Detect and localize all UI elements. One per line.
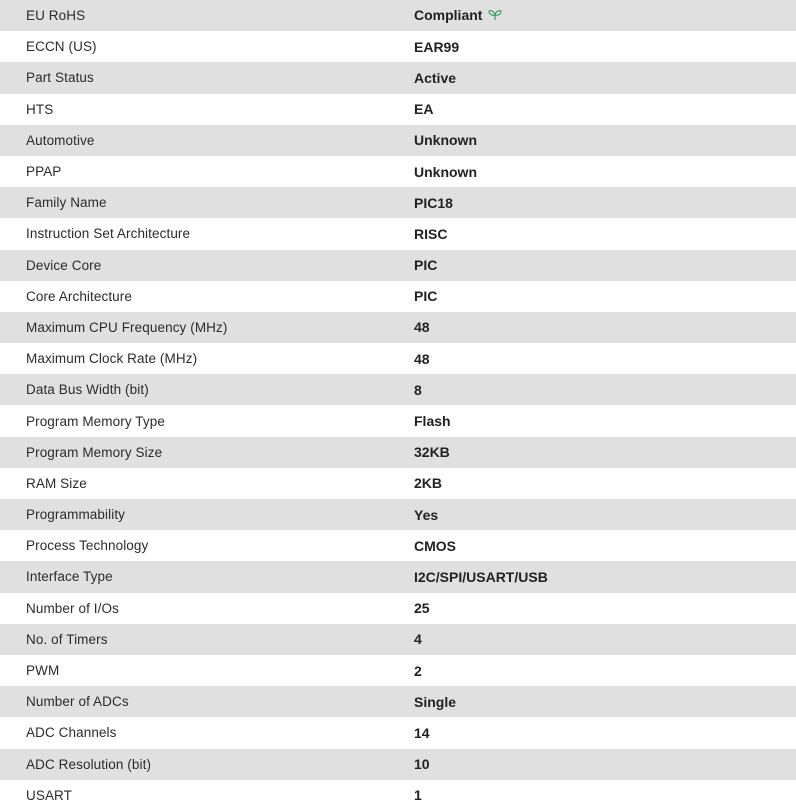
spec-row bbox=[0, 530, 796, 561]
spec-row bbox=[0, 218, 796, 249]
spec-label: No. of Timers bbox=[26, 631, 108, 647]
spec-label: PWM bbox=[26, 663, 60, 679]
spec-row bbox=[0, 499, 796, 530]
spec-value-cell bbox=[414, 405, 796, 436]
spec-row bbox=[0, 561, 796, 592]
spec-row bbox=[0, 468, 796, 499]
spec-label: Data Bus Width (bit) bbox=[26, 382, 149, 398]
spec-row bbox=[0, 156, 796, 187]
spec-value-cell bbox=[414, 780, 796, 811]
spec-value: Yes bbox=[414, 506, 439, 523]
spec-value-cell bbox=[414, 94, 796, 125]
spec-value: RISC bbox=[414, 225, 448, 242]
spec-value: 48 bbox=[414, 350, 430, 367]
spec-value: 2KB bbox=[414, 475, 443, 492]
spec-label: Number of I/Os bbox=[26, 600, 119, 616]
spec-row bbox=[0, 312, 796, 343]
spec-value: 4 bbox=[414, 631, 422, 648]
spec-row bbox=[0, 374, 796, 405]
spec-value-cell bbox=[414, 468, 796, 499]
spec-row bbox=[0, 187, 796, 218]
spec-value: EAR99 bbox=[414, 38, 460, 55]
spec-value-cell bbox=[414, 593, 796, 624]
spec-value-cell bbox=[414, 749, 796, 780]
spec-value-cell bbox=[414, 281, 796, 312]
spec-row bbox=[0, 94, 796, 125]
spec-row bbox=[0, 343, 796, 374]
spec-row bbox=[0, 655, 796, 686]
spec-row bbox=[0, 593, 796, 624]
spec-value-cell bbox=[414, 343, 796, 374]
spec-value: PIC18 bbox=[414, 194, 453, 211]
spec-value-cell bbox=[414, 187, 796, 218]
spec-value-cell bbox=[414, 437, 796, 468]
leaf-icon bbox=[488, 8, 502, 24]
spec-value: CMOS bbox=[414, 537, 456, 554]
spec-value-cell bbox=[414, 62, 796, 93]
spec-value: 14 bbox=[414, 724, 430, 741]
spec-label: Programmability bbox=[26, 507, 126, 523]
spec-row bbox=[0, 405, 796, 436]
spec-label: PPAP bbox=[26, 164, 62, 180]
spec-value-cell bbox=[414, 374, 796, 405]
spec-value: Single bbox=[414, 693, 457, 710]
spec-label: ADC Resolution (bit) bbox=[26, 756, 152, 772]
spec-row bbox=[0, 686, 796, 717]
spec-label: ADC Channels bbox=[26, 725, 117, 741]
spec-value-cell bbox=[414, 312, 796, 343]
spec-label: Maximum Clock Rate (MHz) bbox=[26, 351, 198, 367]
spec-value: Unknown bbox=[414, 132, 477, 149]
spec-value: 32KB bbox=[414, 444, 450, 461]
spec-value-cell bbox=[414, 561, 796, 592]
spec-value: Compliant bbox=[414, 7, 483, 24]
spec-value: 10 bbox=[414, 756, 430, 773]
spec-value-cell bbox=[414, 655, 796, 686]
spec-label: RAM Size bbox=[26, 475, 87, 491]
spec-row bbox=[0, 250, 796, 281]
spec-label: Program Memory Size bbox=[26, 444, 163, 460]
spec-label: Number of ADCs bbox=[26, 694, 129, 710]
spec-value: 8 bbox=[414, 381, 422, 398]
spec-value-cell bbox=[414, 125, 796, 156]
spec-label: Instruction Set Architecture bbox=[26, 226, 191, 242]
spec-label: ECCN (US) bbox=[26, 39, 97, 55]
spec-row bbox=[0, 437, 796, 468]
spec-row bbox=[0, 717, 796, 748]
spec-label: Core Architecture bbox=[26, 288, 132, 304]
spec-label: EU RoHS bbox=[26, 8, 86, 24]
spec-label: Part Status bbox=[26, 70, 94, 86]
spec-value: 25 bbox=[414, 600, 430, 617]
spec-value-cell bbox=[414, 250, 796, 281]
spec-value-cell bbox=[414, 717, 796, 748]
spec-label: Device Core bbox=[26, 257, 102, 273]
spec-value-cell bbox=[414, 31, 796, 62]
spec-row bbox=[0, 62, 796, 93]
spec-label: Family Name bbox=[26, 195, 107, 211]
spec-value: PIC bbox=[414, 288, 438, 305]
spec-row bbox=[0, 31, 796, 62]
spec-label: Process Technology bbox=[26, 538, 149, 554]
spec-value: 1 bbox=[414, 787, 422, 804]
spec-value-cell bbox=[414, 218, 796, 249]
spec-value: Active bbox=[414, 69, 457, 86]
spec-label: Automotive bbox=[26, 132, 95, 148]
spec-row bbox=[0, 624, 796, 655]
spec-row bbox=[0, 281, 796, 312]
spec-label: Maximum CPU Frequency (MHz) bbox=[26, 319, 228, 335]
spec-value-cell bbox=[414, 624, 796, 655]
spec-label: HTS bbox=[26, 101, 54, 117]
spec-value-cell bbox=[414, 530, 796, 561]
spec-value-cell bbox=[414, 156, 796, 187]
spec-value: PIC bbox=[414, 257, 438, 274]
spec-row bbox=[0, 125, 796, 156]
spec-value: I2C/SPI/USART/USB bbox=[414, 568, 548, 585]
spec-value: Unknown bbox=[414, 163, 477, 180]
spec-value: EA bbox=[414, 101, 434, 118]
spec-row bbox=[0, 0, 796, 31]
spec-label: USART bbox=[26, 787, 73, 803]
spec-value-cell bbox=[414, 499, 796, 530]
spec-label: Interface Type bbox=[26, 569, 113, 585]
spec-value: Flash bbox=[414, 413, 451, 430]
spec-value-cell bbox=[414, 686, 796, 717]
spec-value: 2 bbox=[414, 662, 422, 679]
spec-row bbox=[0, 780, 796, 811]
spec-value: 48 bbox=[414, 319, 430, 336]
spec-value-cell bbox=[414, 0, 796, 31]
spec-row bbox=[0, 749, 796, 780]
spec-label: Program Memory Type bbox=[26, 413, 165, 429]
